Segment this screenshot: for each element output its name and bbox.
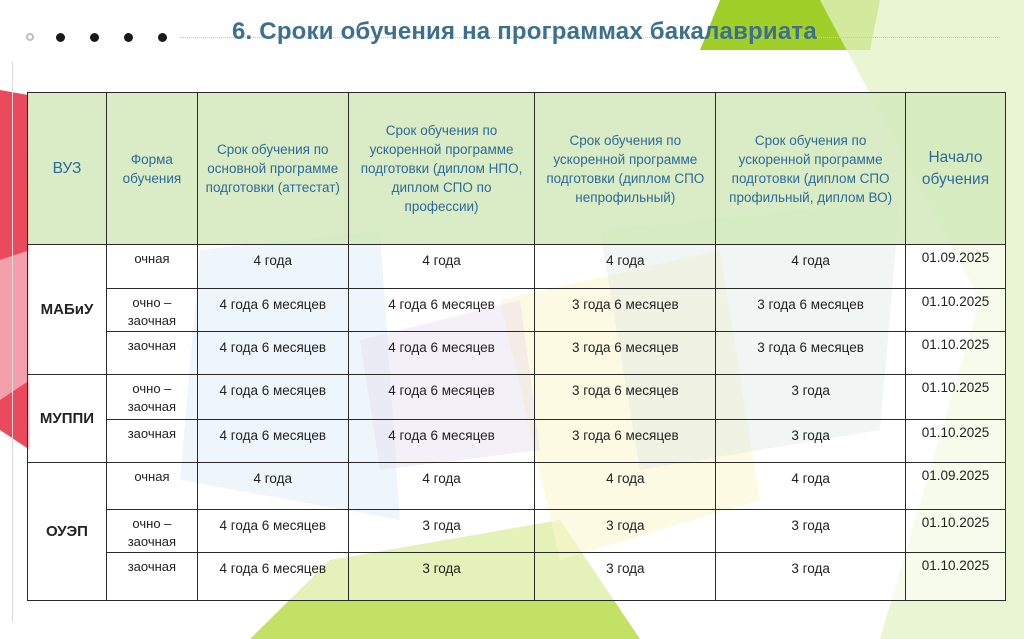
page-title: 6. Сроки обучения на программах бакалавриата [232, 18, 817, 45]
term-npo: 4 года [348, 245, 535, 289]
term-spo-nonprofile: 4 года [535, 463, 716, 510]
progress-dots [26, 30, 192, 44]
start-date: 01.10.2025 [905, 289, 1005, 332]
term-spo-profile: 3 года 6 месяцев [716, 289, 906, 332]
term-spo-nonprofile: 3 года 6 месяцев [535, 420, 716, 463]
header-university: ВУЗ [28, 93, 107, 245]
start-date: 01.10.2025 [905, 510, 1005, 553]
start-date: 01.10.2025 [905, 375, 1005, 420]
header-main-program: Срок обучения по основной программе подготовки (аттестат) [197, 93, 348, 245]
header-accelerated-npo: Срок обучения по ускоренной программе подготовки (диплом НПО, диплом СПО по профессии) [348, 93, 535, 245]
start-date: 01.10.2025 [905, 420, 1005, 463]
term-spo-nonprofile: 3 года [535, 553, 716, 601]
study-form: очная [106, 245, 197, 289]
filled-dot-icon [90, 33, 99, 42]
term-spo-profile: 3 года [716, 420, 906, 463]
term-spo-profile: 4 года [716, 245, 906, 289]
term-npo: 4 года 6 месяцев [348, 332, 535, 375]
filled-dot-icon [56, 33, 65, 42]
term-npo: 4 года 6 месяцев [348, 289, 535, 332]
hollow-dot-icon [26, 33, 34, 41]
header-study-form: Форма обучения [106, 93, 197, 245]
term-spo-nonprofile: 3 года [535, 510, 716, 553]
table-row [28, 510, 1006, 553]
study-form: заочная [106, 420, 197, 463]
frame-line-left [12, 62, 13, 622]
study-form: очная [106, 463, 197, 510]
term-spo-profile: 3 года 6 месяцев [716, 332, 906, 375]
table-row [28, 553, 1006, 601]
term-spo-profile: 3 года [716, 553, 906, 601]
filled-dot-icon [124, 33, 133, 42]
term-npo: 4 года [348, 463, 535, 510]
term-spo-nonprofile: 4 года [535, 245, 716, 289]
table-header-row [28, 93, 1006, 245]
term-npo: 3 года [348, 553, 535, 601]
study-form: заочная [106, 553, 197, 601]
study-form: заочная [106, 332, 197, 375]
study-form: очно – заочная [106, 375, 197, 420]
term-spo-profile: 3 года [716, 375, 906, 420]
term-main: 4 года 6 месяцев [197, 289, 348, 332]
study-form: очно – заочная [106, 289, 197, 332]
start-date: 01.10.2025 [905, 332, 1005, 375]
term-spo-nonprofile: 3 года 6 месяцев [535, 375, 716, 420]
term-spo-profile: 4 года [716, 463, 906, 510]
table-row [28, 375, 1006, 420]
term-spo-nonprofile: 3 года 6 месяцев [535, 332, 716, 375]
university-name: МУППИ [28, 375, 107, 463]
term-npo: 3 года [348, 510, 535, 553]
table-row [28, 332, 1006, 375]
header-accelerated-spo-profile: Срок обучения по ускоренной программе подготовки (диплом СПО профильный, диплом ВО) [716, 93, 906, 245]
term-main: 4 года [197, 245, 348, 289]
filled-dot-icon [158, 33, 167, 42]
term-main: 4 года [197, 463, 348, 510]
start-date: 01.10.2025 [905, 553, 1005, 601]
table-row [28, 463, 1006, 510]
university-name: ОУЭП [28, 463, 107, 601]
start-date: 01.09.2025 [905, 245, 1005, 289]
term-main: 4 года 6 месяцев [197, 375, 348, 420]
university-name: МАБиУ [28, 245, 107, 375]
start-date: 01.09.2025 [905, 463, 1005, 510]
table-row [28, 245, 1006, 289]
term-spo-nonprofile: 3 года 6 месяцев [535, 289, 716, 332]
table-row [28, 420, 1006, 463]
term-spo-profile: 3 года [716, 510, 906, 553]
study-terms-table [27, 92, 1006, 601]
term-main: 4 года 6 месяцев [197, 332, 348, 375]
study-form: очно – заочная [106, 510, 197, 553]
term-main: 4 года 6 месяцев [197, 553, 348, 601]
table-row [28, 289, 1006, 332]
term-main: 4 года 6 месяцев [197, 510, 348, 553]
term-npo: 4 года 6 месяцев [348, 420, 535, 463]
pink-shape-left [0, 250, 30, 400]
header-start-date: Начало обучения [905, 93, 1005, 245]
term-npo: 4 года 6 месяцев [348, 375, 535, 420]
header-accelerated-spo-nonprofile: Срок обучения по ускоренной программе подготовки (диплом СПО непрофильный) [535, 93, 716, 245]
title-bar [0, 0, 1024, 70]
term-main: 4 года 6 месяцев [197, 420, 348, 463]
